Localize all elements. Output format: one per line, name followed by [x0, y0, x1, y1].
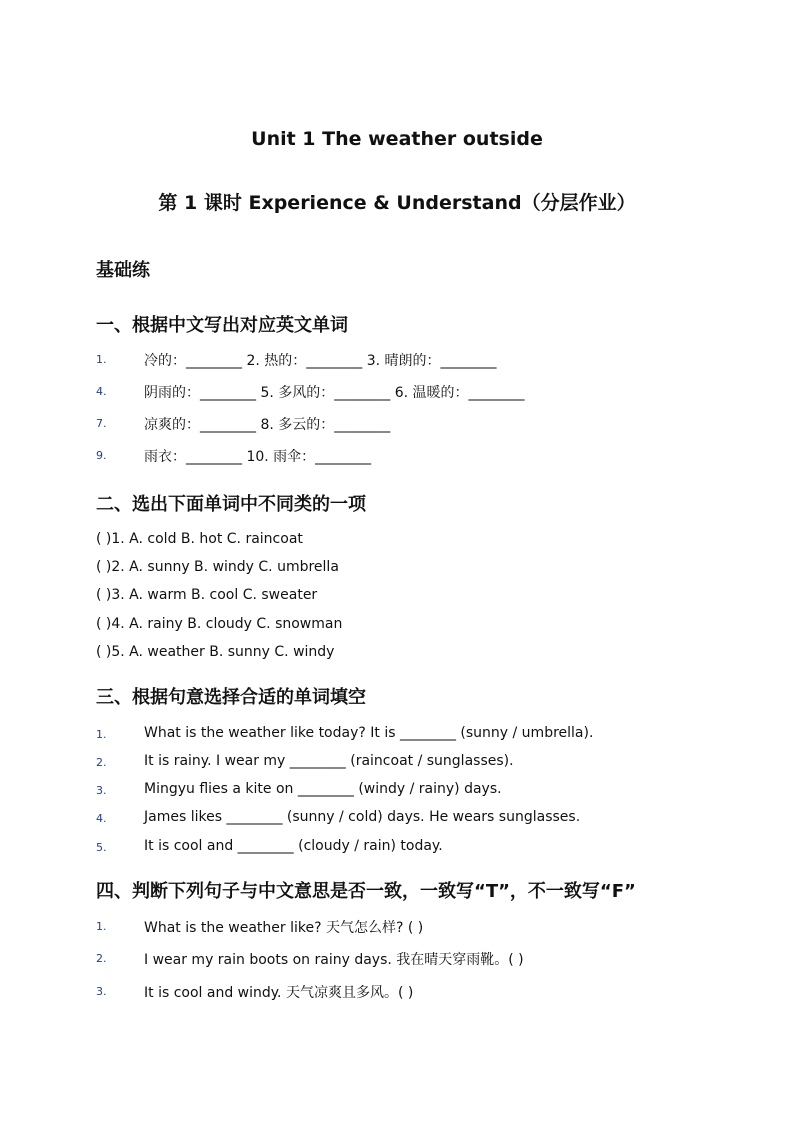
section-heading: 三、根据句意选择合适的单词填空 [96, 687, 366, 708]
list-item: 凉爽的：________ 8. 多云的：________ [144, 417, 391, 433]
list-number: 9. [96, 449, 107, 462]
list-item: It is cool and windy. 天气凉爽且多风。( ) [144, 985, 414, 1001]
list-number: 4. [96, 812, 107, 825]
page-title: Unit 1 The weather outside [251, 128, 543, 150]
list-item: 冷的：________ 2. 热的：________ 3. 晴朗的：________ [144, 353, 497, 369]
list-number: 3. [96, 985, 107, 998]
list-item: What is the weather like? 天气怎么样? ( ) [144, 920, 424, 936]
list-item: What is the weather like today? It is ________ (sunny / umbrella). [144, 725, 594, 741]
list-number: 2. [96, 756, 107, 769]
list-number: 4. [96, 385, 107, 398]
list-item: 阴雨的：________ 5. 多风的：________ 6. 温暖的：________ [144, 385, 525, 401]
choice-question: ( )3. A. warm B. cool C. sweater [96, 587, 318, 603]
list-number: 5. [96, 841, 107, 854]
section-heading: 二、选出下面单词中不同类的一项 [96, 494, 366, 515]
list-number: 1. [96, 728, 107, 741]
choice-question: ( )4. A. rainy B. cloudy C. snowman [96, 616, 343, 632]
list-item: It is cool and ________ (cloudy / rain) today. [144, 838, 443, 854]
list-item: It is rainy. I wear my ________ (raincoat / sunglasses). [144, 753, 514, 769]
section-heading: 四、判断下列句子与中文意思是否一致，一致写“T”，不一致写“F” [96, 881, 636, 902]
list-item: Mingyu flies a kite on ________ (windy / rainy) days. [144, 781, 502, 797]
level-heading: 基础练 [96, 260, 150, 281]
choice-question: ( )2. A. sunny B. windy C. umbrella [96, 559, 339, 575]
list-item: 雨衣：________ 10. 雨伞：________ [144, 449, 372, 465]
section-heading: 一、根据中文写出对应英文单词 [96, 315, 348, 336]
list-item: I wear my rain boots on rainy days. 我在晴天穿雨靴。( ) [144, 952, 524, 968]
list-number: 1. [96, 920, 107, 933]
list-item: James likes ________ (sunny / cold) days. He wears sunglasses. [144, 809, 581, 825]
list-number: 7. [96, 417, 107, 430]
choice-question: ( )5. A. weather B. sunny C. windy [96, 644, 335, 660]
list-number: 3. [96, 784, 107, 797]
list-number: 2. [96, 952, 107, 965]
page-subtitle: 第 1 课时 Experience & Understand（分层作业） [158, 192, 636, 214]
list-number: 1. [96, 353, 107, 366]
choice-question: ( )1. A. cold B. hot C. raincoat [96, 531, 303, 547]
